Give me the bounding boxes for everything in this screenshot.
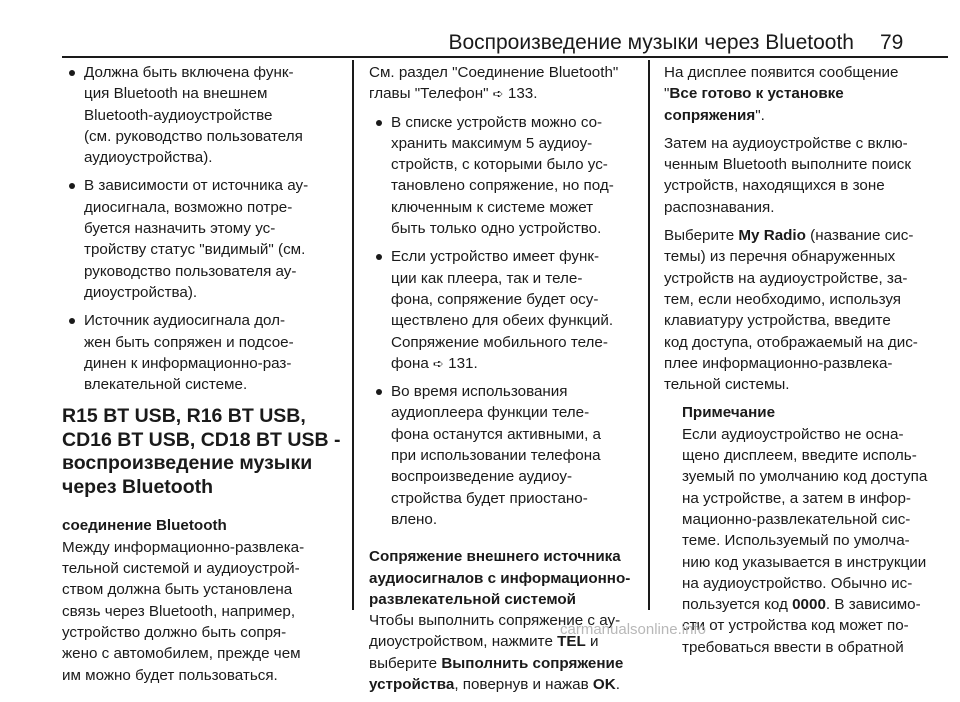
page-number: 79 bbox=[880, 31, 904, 54]
system-name: My Radio bbox=[738, 227, 806, 245]
note-block: Примечание Если аудиоустройство не осна- щено дисплеем, введите исполь- зуемый по умолчанию код доступа на устройстве, а затем в инфор- мационно-развлекательной сис- теме. Используемый по умолча- нию код указывается в инструкции на аудиоустройство. Обычно ис- пользуется код 0000. В зависимо- сти от устройства код может по- требоваться ввести в обратной bbox=[664, 402, 950, 658]
column-3 bbox=[664, 62, 950, 658]
page-ref-icon: ➪ bbox=[492, 86, 504, 102]
page-ref[interactable]: 133. bbox=[507, 85, 538, 103]
ready-message: Все готово к установке сопряжения bbox=[664, 85, 844, 124]
paragraph: Выберите My Radio (название сис- темы) из перечня обнаруженных устройств на аудиоустройстве, за- тем, если необходимо, используя клавиатуру устройства, введите код доступа, отображаемый на дис- плее информационно-развлека- тельной системы. bbox=[664, 227, 918, 394]
bullet-item: Должна быть включена функ- ция Bluetooth на внешнем Bluetooth-аудиоустройстве (см. руководство пользователя аудиоустройства). bbox=[62, 62, 344, 168]
bullet-item: В зависимости от источника ау- диосигнала, возможно потре- буется назначить этому ус- тройству статус "видимый" (см. руководство пользователя ау- диоустройства). bbox=[62, 175, 344, 303]
page-title: Воспроизведение музыки через Bluetooth bbox=[448, 31, 854, 54]
paragraph: Затем на аудиоустройстве с вклю- ченным Bluetooth выполните поиск устройств, находящихся в зоне распознавания. bbox=[664, 134, 912, 216]
subsection-heading: Сопряжение внешнего источника аудиосигналов с информационно- развлекательной системой bbox=[369, 548, 631, 608]
bullet-item: Источник аудиосигнала дол- жен быть сопряжен и подсое- динен к информационно-раз- влекательной системе. bbox=[62, 310, 344, 395]
column-2 bbox=[369, 62, 641, 702]
paragraph: На дисплее появится сообщение "Все готово к установке сопряжения". bbox=[664, 64, 899, 124]
watermark: carmanualsonline.info bbox=[560, 621, 706, 638]
section-heading: R15 BT USB, R16 BT USB, CD16 BT USB, CD18 BT USB - воспроизведение музыки через Bluetooth bbox=[62, 405, 341, 498]
note-title: Примечание bbox=[682, 404, 776, 422]
paragraph: Между информационно-развлека- тельной системой и аудиоустрой- ством должна быть установлена связь через Bluetooth, например, устройство должно быть сопря- жено с автомобилем, прежде чем им можно будет пользоваться. bbox=[62, 538, 305, 684]
tel-button-label: TEL bbox=[557, 633, 586, 651]
pair-menu-label: Выполнить сопряжение устройства bbox=[369, 654, 624, 694]
page-header bbox=[0, 0, 960, 56]
default-code: 0000 bbox=[792, 596, 826, 614]
column-divider-1 bbox=[352, 60, 354, 610]
subsection-heading: соединение Bluetooth bbox=[62, 517, 227, 535]
column-1 bbox=[62, 62, 344, 693]
bullet-item: В списке устройств можно со- хранить максимум 5 аудиоу- стройств, с которыми было ус- тановлено сопряжение, но под- ключенным к системе может быть только одно устройство. bbox=[369, 112, 641, 240]
column-divider-2 bbox=[648, 60, 650, 610]
paragraph: См. раздел "Соединение Bluetooth" главы "Телефон" ➪ 133. bbox=[369, 64, 619, 103]
page-ref[interactable]: 131. bbox=[448, 354, 478, 372]
page-ref-icon: ➪ bbox=[433, 355, 444, 371]
header-rule bbox=[62, 56, 948, 58]
bullet-item: Если устройство имеет функ- ции как плеера, так и теле- фона, сопряжение будет осу- ществлено для обеих функций. Сопряжение мобильного теле- фона ➪ 131. bbox=[369, 246, 641, 374]
bullet-item: Во время использования аудиоплеера функции теле- фона останутся активными, а при использовании телефона воспроизведение аудиоу- стройства будет приостано- влено. bbox=[369, 381, 641, 530]
ok-button-label: OK bbox=[592, 676, 616, 694]
paragraph: Чтобы выполнить сопряжение с ау- диоустройством, нажмите TEL и выберите Выполнить сопряжение устройства, повернув и нажав OK. bbox=[369, 612, 624, 694]
